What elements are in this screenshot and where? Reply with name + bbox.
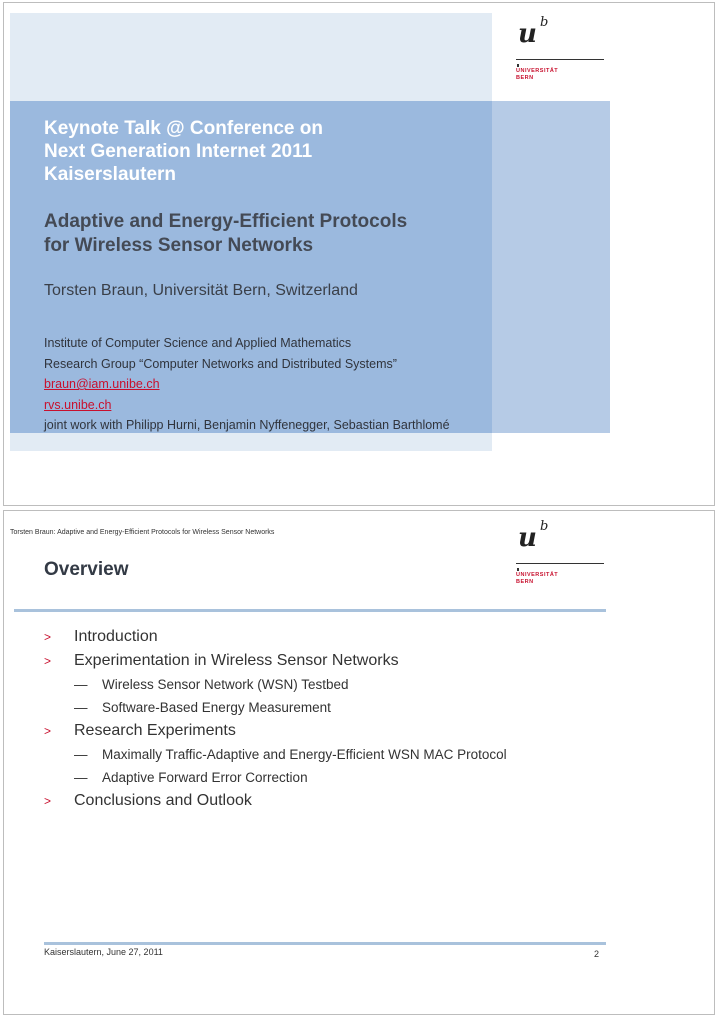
outline-subitem xyxy=(44,766,507,789)
title-slide xyxy=(3,2,715,506)
logo-letter-b: b xyxy=(540,519,549,534)
logo-letter-u: u xyxy=(518,523,537,553)
outline-item-conclusions xyxy=(44,789,507,813)
bullet-marker: > xyxy=(44,794,52,808)
outline-subitem-label: Software-Based Energy Measurement xyxy=(102,700,331,715)
outline-item-introduction xyxy=(44,625,507,649)
logo-rule xyxy=(516,59,604,60)
outline-subitem-label: Maximally Traffic-Adaptive and Energy-Efficient WSN MAC Protocol xyxy=(102,747,507,762)
research-group-text: Research Group “Computer Networks and Distributed Systems” xyxy=(44,356,397,371)
logo-text-universitaet: UNIVERSITÄT xyxy=(516,68,559,74)
outline-item-label: Introduction xyxy=(74,628,158,645)
talk-title-line-2: for Wireless Sensor Networks xyxy=(44,235,314,256)
talk-title-line-1: Adaptive and Energy-Efficient Protocols xyxy=(44,211,408,232)
outline-item-experimentation xyxy=(44,649,507,673)
joint-work-text: joint work with Philipp Hurni, Benjamin Nyffenegger, Sebastian Barthlomé xyxy=(44,418,450,432)
outline-subitem-label: Adaptive Forward Error Correction xyxy=(102,770,308,785)
email-link[interactable]: braun@iam.unibe.ch xyxy=(44,377,160,391)
sub-bullet-marker: — xyxy=(74,747,88,762)
university-logo xyxy=(516,15,608,91)
institute-text: Institute of Computer Science and Applied Mathematics xyxy=(44,336,352,350)
sub-bullet-marker: — xyxy=(74,677,88,692)
sub-bullet-marker: — xyxy=(74,770,88,785)
outline-item-label: Experimentation in Wireless Sensor Networks xyxy=(74,652,399,669)
bullet-marker: > xyxy=(44,724,52,738)
page-number: 2 xyxy=(594,949,600,959)
logo-text-bern: BERN xyxy=(516,75,534,81)
bullet-marker: > xyxy=(44,654,52,668)
outline-list xyxy=(44,625,507,813)
logo-text-bern: BERN xyxy=(516,579,534,585)
outline-subitem xyxy=(44,743,507,766)
keynote-line-2: Next Generation Internet 2011 xyxy=(44,141,313,162)
university-logo xyxy=(516,519,608,595)
keynote-line-1: Keynote Talk @ Conference on xyxy=(44,118,323,139)
logo-tick xyxy=(517,64,519,67)
logo-letter-b: b xyxy=(540,15,549,30)
footer-divider xyxy=(44,942,606,945)
logo-text-universitaet: UNIVERSITÄT xyxy=(516,572,559,578)
bullet-marker: > xyxy=(44,630,52,644)
website-link[interactable]: rvs.unibe.ch xyxy=(44,397,112,412)
outline-subitem xyxy=(44,696,507,719)
overview-slide xyxy=(3,510,715,1015)
author-line: Torsten Braun, Universität Bern, Switzerland xyxy=(44,282,358,299)
outline-item-label: Conclusions and Outlook xyxy=(74,792,252,809)
slide-title: Overview xyxy=(44,559,129,580)
sub-bullet-marker: — xyxy=(74,700,88,715)
outline-item-label: Research Experiments xyxy=(74,722,236,739)
logo-tick xyxy=(517,568,519,571)
logo-letter-u: u xyxy=(518,19,537,49)
keynote-line-3: Kaiserslautern xyxy=(44,164,177,185)
footer-date: Kaiserslautern, June 27, 2011 xyxy=(44,947,163,957)
logo-rule xyxy=(516,563,604,564)
title-block xyxy=(44,117,484,300)
slide-header-text: Torsten Braun: Adaptive and Energy-Efficient Protocols for Wireless Sensor Networks xyxy=(10,529,275,536)
outline-item-research-experiments xyxy=(44,719,507,743)
title-divider xyxy=(14,609,606,612)
talk-title xyxy=(44,210,484,258)
affiliation-block xyxy=(44,333,450,436)
outline-subitem-label: Wireless Sensor Network (WSN) Testbed xyxy=(102,677,349,692)
outline-subitem xyxy=(44,673,507,696)
